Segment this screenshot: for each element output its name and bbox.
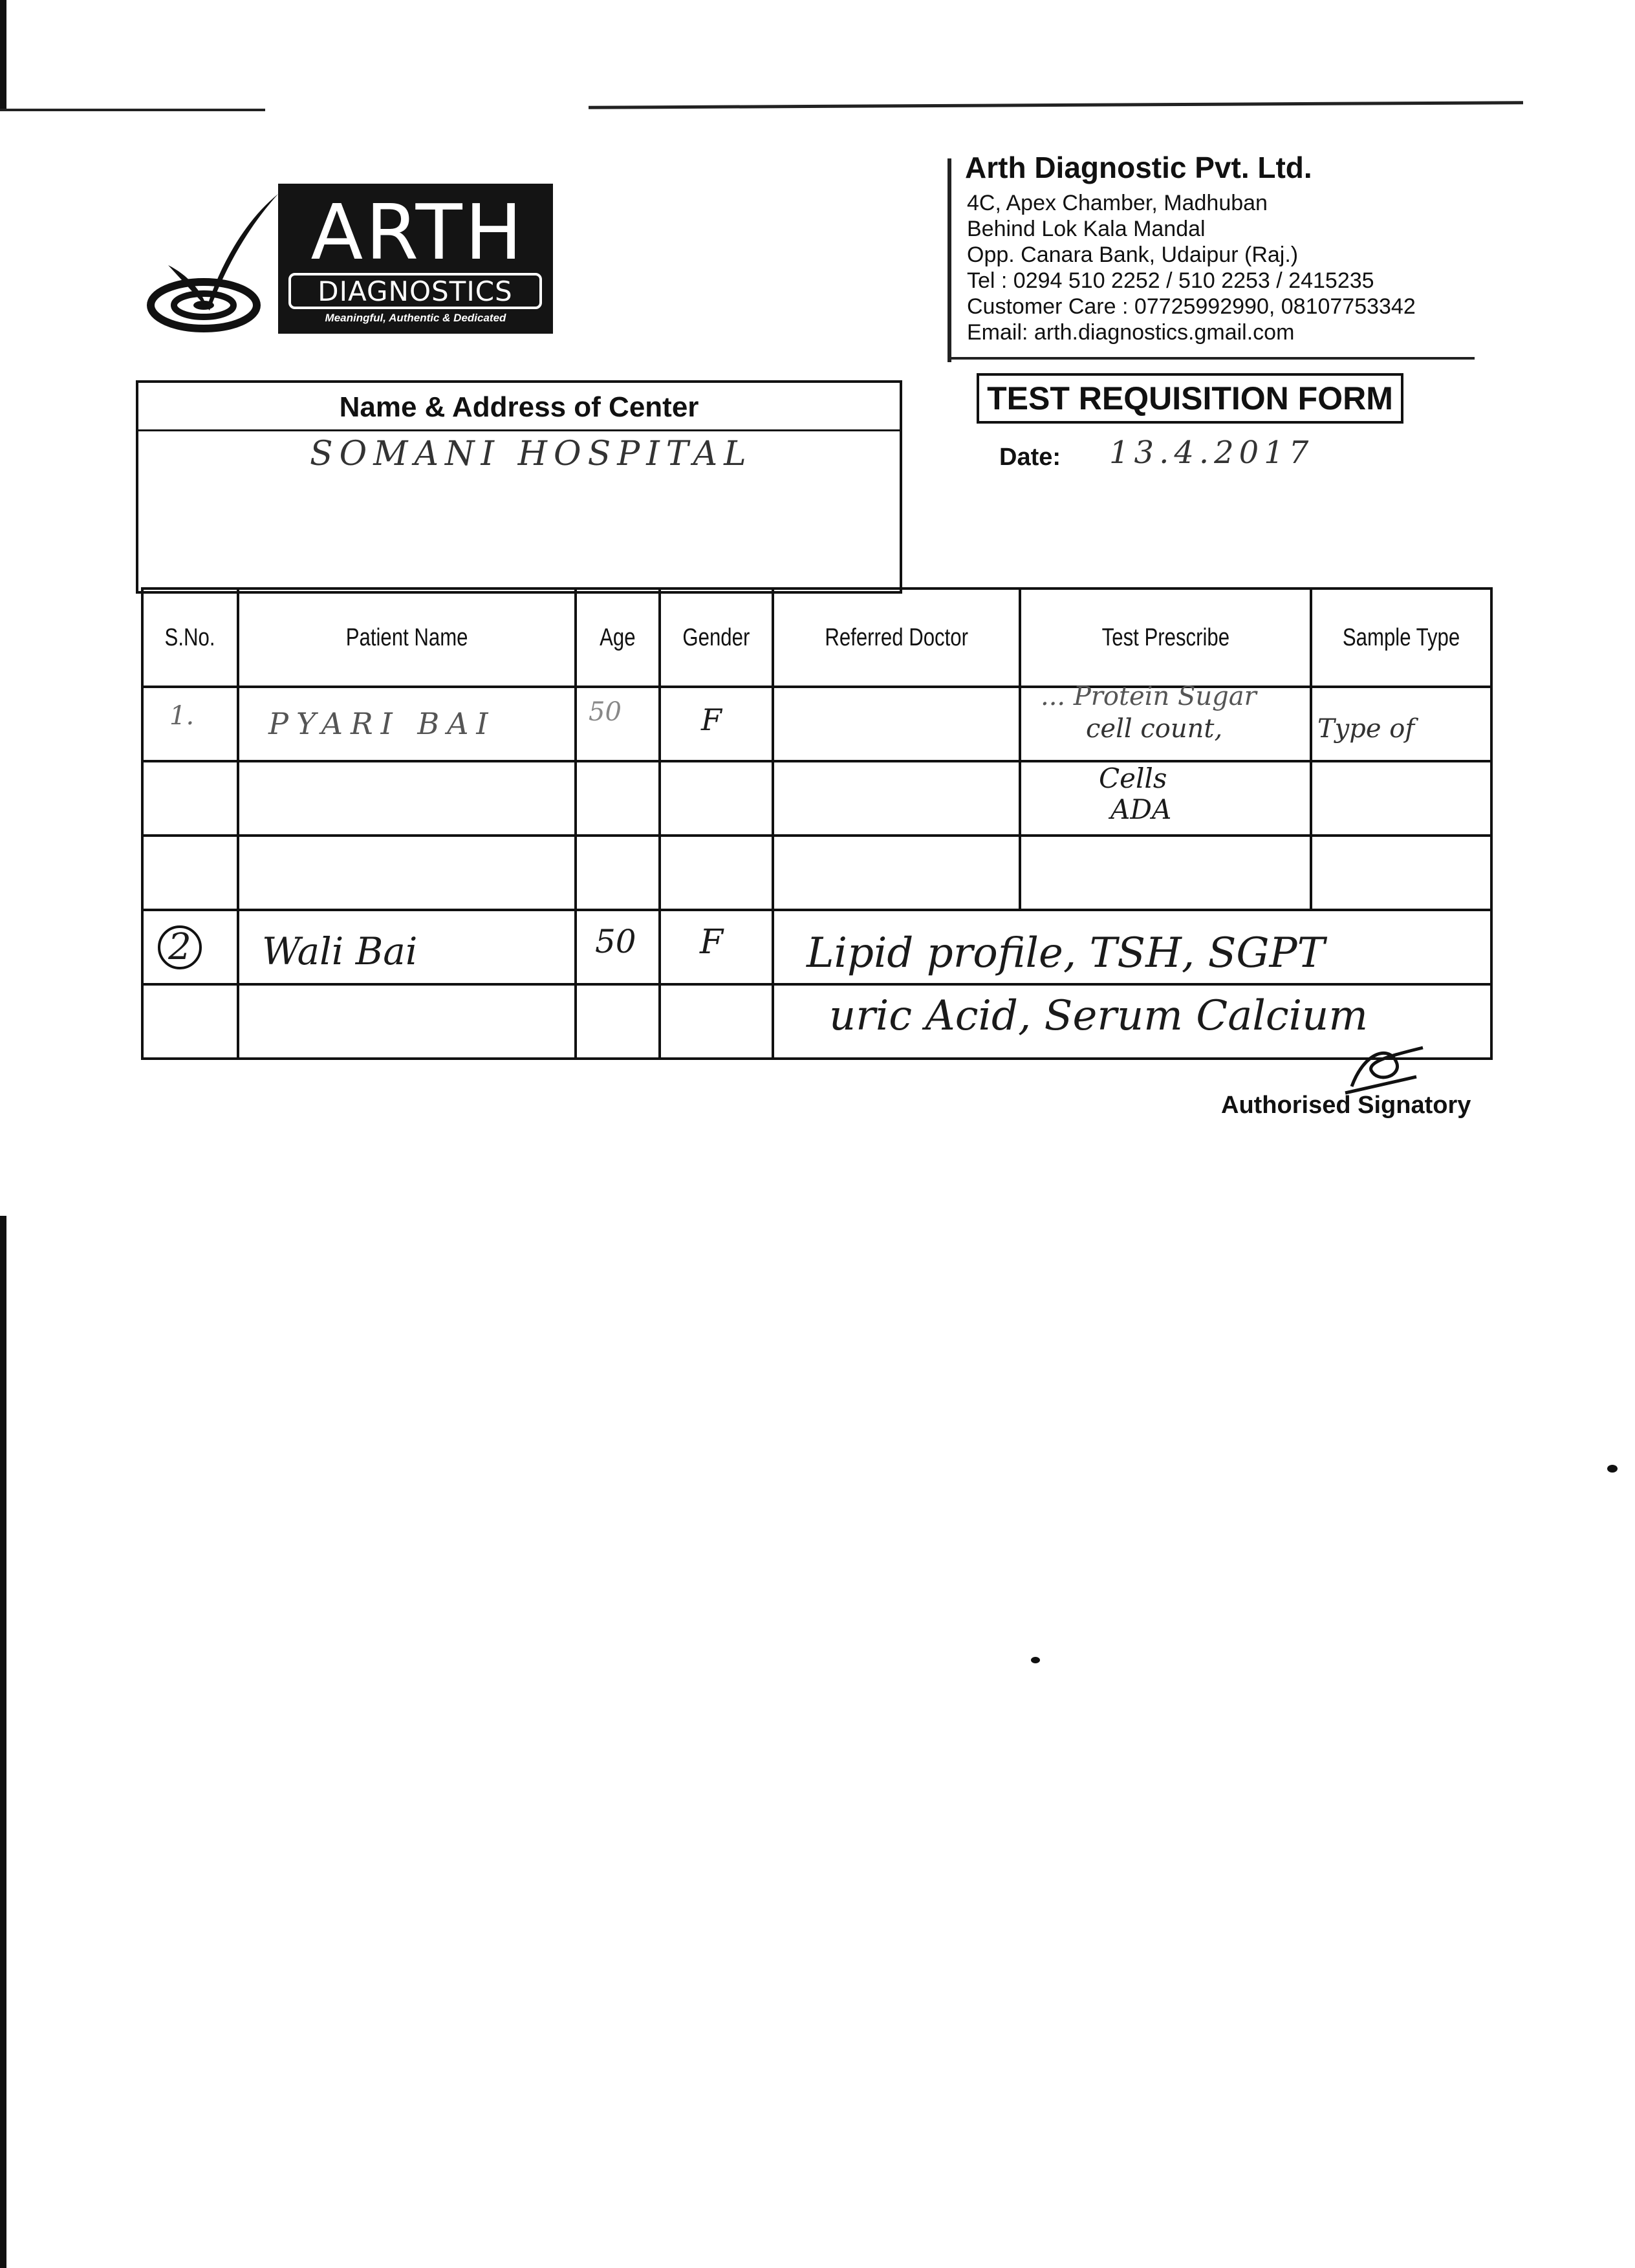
age-value: 50 [595,923,636,960]
company-address-line: 4C, Apex Chamber, Madhuban [967,191,1268,215]
cell-test [1020,761,1311,836]
sno-value: 2 [158,925,202,969]
center-box [136,380,902,594]
scan-speck [1607,1465,1618,1473]
patient-name-value: Wali Bai [262,929,418,973]
logo-tagline: Meaningful, Authentic & Dedicated [325,312,506,324]
center-heading: Name & Address of Center [138,383,900,431]
column-header-age: Age [576,589,660,687]
header-underline [951,357,1475,360]
column-header-sno: S.No. [142,589,238,687]
sample-value: Type of [1317,714,1415,744]
cell-sno [142,910,238,984]
cell-gender [660,687,773,761]
date-value-handwritten: 13.4.2017 [1109,435,1314,471]
table-row [142,910,1491,984]
table-row [142,984,1491,1059]
gender-value: F [701,702,722,737]
table-row [142,761,1491,836]
test-value: uric Acid, Serum Calcium [829,992,1369,1040]
cell-sample [1311,687,1491,761]
scan-edge-mark [0,1216,6,2268]
test-value: Lipid profile, TSH, SGPT [807,929,1325,977]
test-value: ADA [1110,794,1172,825]
logo-sub-text: DIAGNOSTICS [318,275,513,307]
logo-badge [278,184,553,334]
test-value: Cells [1099,762,1167,794]
cell-gender [660,910,773,984]
test-value: cell count, [1086,714,1223,744]
signature-mark [1339,1038,1436,1096]
logo-main-text: ARTH [310,188,525,277]
table-header-row [142,589,1491,687]
sno-value: 1. [169,701,195,731]
company-address-line: Opp. Canara Bank, Udaipur (Raj.) [967,243,1299,267]
scan-top-rule [589,101,1523,109]
column-header-test: Test Prescribe [1020,589,1311,687]
cell-age [576,687,660,761]
scan-top-rule [0,109,265,111]
cell-sno [142,687,238,761]
date-label: Date: [999,444,1061,471]
cell-test [1020,682,1311,761]
age-value: 50 [589,697,622,727]
checkmark-target-icon [142,188,298,343]
cell-age [576,910,660,984]
company-customer-care: Customer Care : 07725992990, 08107753342 [967,294,1416,319]
company-name: Arth Diagnostic Pvt. Ltd. [965,151,1312,184]
cell-patient [238,910,576,984]
requisition-table [141,587,1493,1060]
company-tel: Tel : 0294 510 2252 / 510 2253 / 2415235 [967,268,1374,293]
table-row [142,687,1491,761]
cell-doctor [773,687,1020,761]
column-header-sample: Sample Type [1311,589,1491,687]
scan-edge-mark [0,0,6,110]
column-header-gender: Gender [660,589,773,687]
cell-test [773,910,1491,984]
company-email: Email: arth.diagnostics.gmail.com [967,320,1295,345]
company-divider [947,158,951,362]
company-address-line: Behind Lok Kala Mandal [967,217,1206,241]
test-value: ... Protein Sugar [1041,682,1257,711]
form-title: TEST REQUISITION FORM [977,373,1403,424]
center-name-handwritten: SOMANI HOSPITAL [310,435,753,473]
cell-patient [238,687,576,761]
patient-name-value: PYARI BAI [268,706,496,741]
logo-sub-frame [288,273,542,309]
authorised-signatory-label: Authorised Signatory [1221,1092,1471,1119]
scan-speck [1031,1657,1040,1663]
gender-value: F [700,923,724,962]
column-header-doctor: Referred Doctor [773,589,1020,687]
table-row [142,836,1491,910]
column-header-patient: Patient Name [238,589,576,687]
